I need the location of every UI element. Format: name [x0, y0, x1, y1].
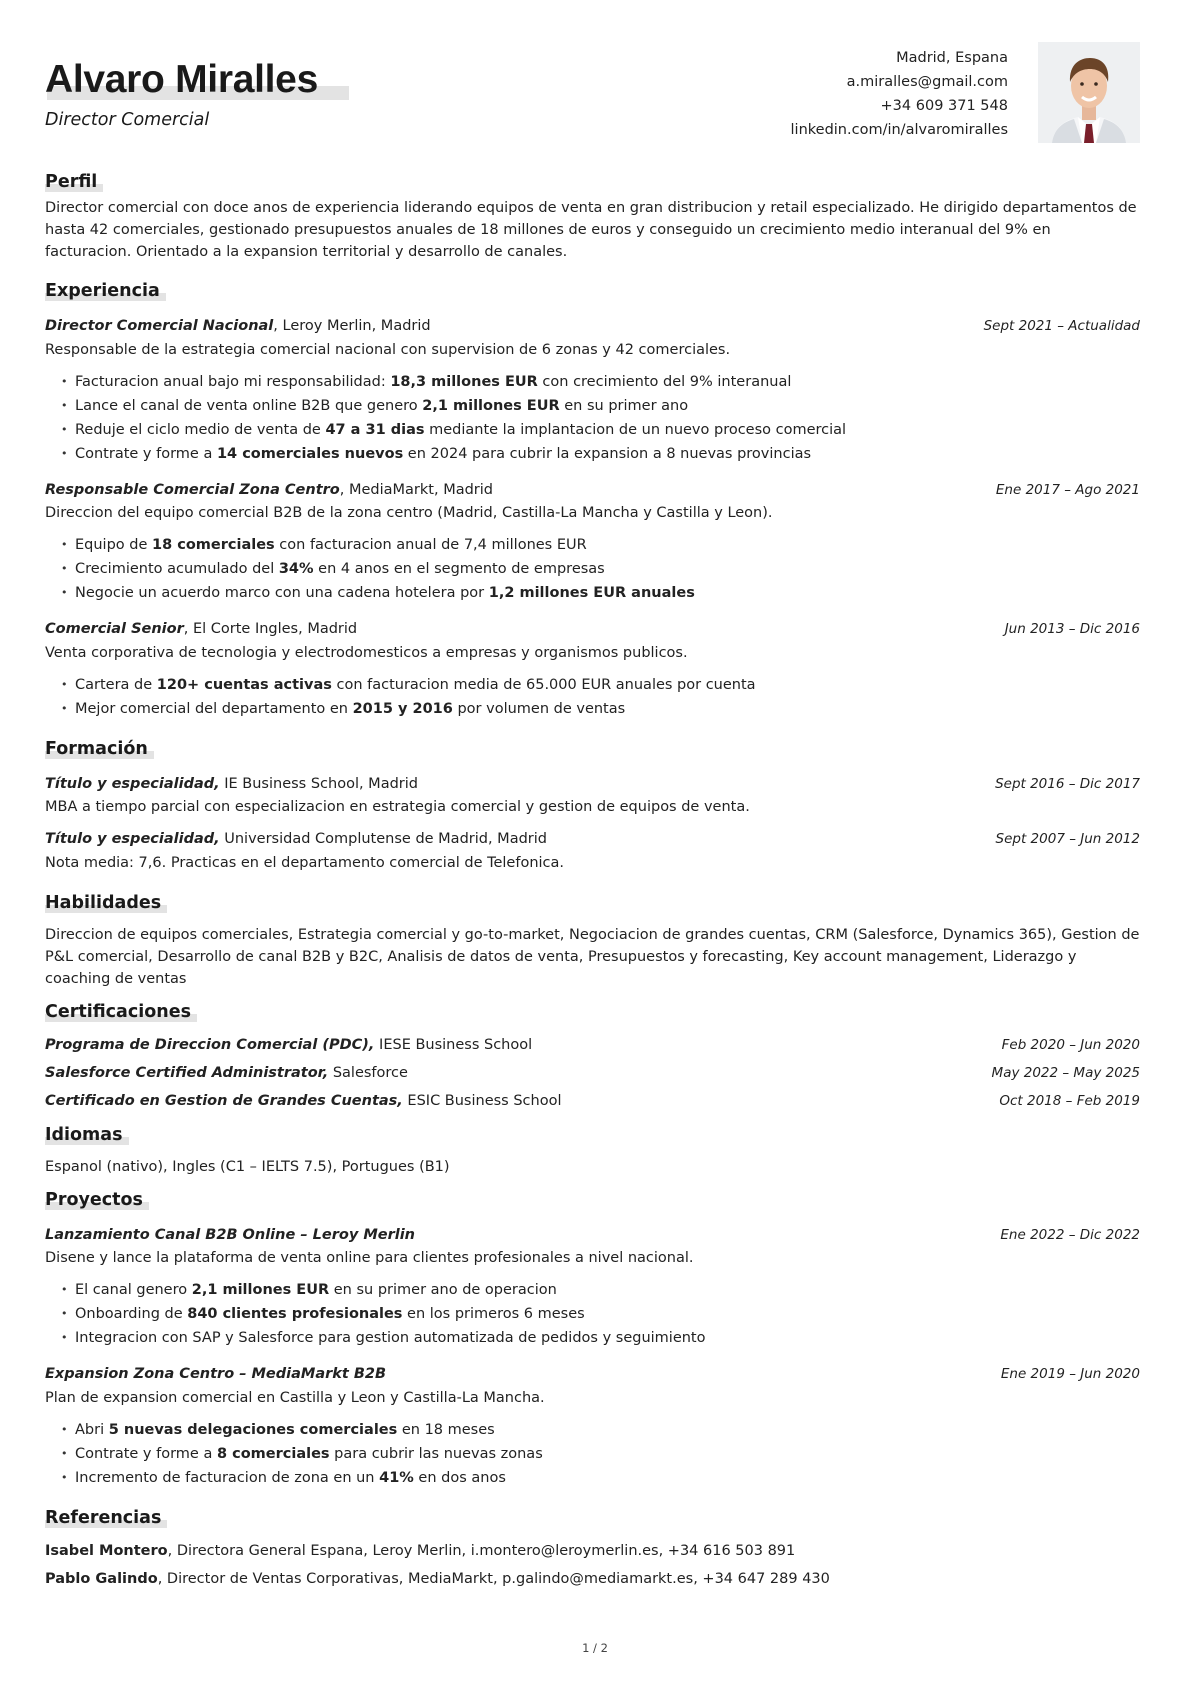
profile-summary: Director comercial con doce anos de experiencia liderando equipos de venta en gran distribucion y retail especializado. He dirigido departamentos de hasta 42 comerciales, gestionado presupuestos anuales de 18 millones de euros y conseguido un crecimiento medio interanual del 9% en facturacion. Orientado a la expansion territorial y desarrollo de canales. — [45, 200, 1137, 260]
entry-title — [45, 1364, 386, 1386]
certification-date: Feb 2020 – Jun 2020 — [1001, 1036, 1140, 1053]
job-company: , MediaMarkt, Madrid — [339, 481, 493, 498]
bullet-text: Facturacion anual bajo mi responsabilidad: — [75, 373, 391, 390]
entry-header — [45, 829, 1140, 851]
project-description: Plan de expansion comercial en Castilla y Leon y Castilla-La Mancha. — [45, 1389, 545, 1406]
bullet-text: Abri — [75, 1421, 109, 1438]
bullet-highlight: 2015 y 2016 — [352, 700, 453, 717]
bullet-text: en los primeros 6 meses — [402, 1306, 585, 1322]
bullet-item — [75, 1442, 1140, 1466]
section-proyectos — [45, 1178, 1140, 1490]
certification-date: Oct 2018 – Feb 2019 — [999, 1092, 1140, 1109]
reference-name: Isabel Montero — [45, 1542, 168, 1559]
skills-text: Direccion de equipos comerciales, Estrategia comercial y go-to-market, Negociacion de grandes cuentas, CRM (Salesforce, Dynamics 365), Gestion de P&L comercial, Desarrollo de canal B2B y B2C, Analisis de datos de venta, Presupuestos y forecasting, Key account management, Liderazgo y coaching de ventas — [45, 926, 1140, 987]
bullet-list — [45, 533, 1140, 605]
candidate-role: Director Comercial — [45, 110, 210, 130]
project-entry — [45, 1364, 1140, 1490]
bullet-item — [75, 1278, 1140, 1302]
experience-entry — [45, 619, 1140, 721]
bullet-highlight: 18,3 millones EUR — [390, 373, 538, 390]
certification-row — [45, 1031, 1140, 1059]
section-experiencia — [45, 263, 1140, 721]
job-date: Ene 2017 – Ago 2021 — [995, 481, 1140, 498]
bullet-text: Cartera de — [75, 676, 157, 693]
certifications-list — [45, 1031, 1140, 1115]
education-description: Nota media: 7,6. Practicas en el departamento comercial de Telefonica. — [45, 854, 565, 871]
bullet-item — [75, 418, 1140, 442]
project-name: Expansion Zona Centro – MediaMarkt B2B — [45, 1366, 387, 1382]
bullet-highlight: 41% — [379, 1469, 414, 1486]
entry-title — [45, 619, 357, 641]
certification-title — [45, 1087, 561, 1115]
contact-email[interactable]: a.miralles@gmail.com — [846, 74, 1008, 90]
job-role: Comercial Senior — [45, 621, 184, 637]
education-date: Sept 2007 – Jun 2012 — [995, 831, 1140, 847]
certification-title — [45, 1031, 532, 1059]
portrait-image — [1038, 42, 1140, 143]
experience-list — [45, 316, 1140, 721]
bullet-text: en 4 anos en el segmento de empresas — [313, 561, 605, 577]
reference-row — [45, 1565, 1140, 1593]
bullet-text: Contrate y forme a — [75, 1445, 217, 1462]
entry-title — [45, 480, 493, 502]
bullet-highlight: 2,1 millones EUR — [422, 397, 560, 414]
bullet-list — [45, 1278, 1140, 1350]
contact-location: Madrid, Espana — [896, 50, 1008, 66]
reference-details: , Director de Ventas Corporativas, MediaMarkt, p.galindo@mediamarkt.es, +34 647 289 430 — [157, 1570, 830, 1587]
job-company: , El Corte Ingles, Madrid — [183, 621, 358, 637]
entry-title — [45, 1225, 415, 1247]
bullet-text: Integracion con SAP y Salesforce para gestion automatizada de pedidos y seguimiento — [75, 1330, 706, 1346]
bullet-item — [75, 533, 1140, 557]
section-title: Experiencia — [45, 281, 160, 301]
entry-header — [45, 774, 1140, 796]
bullet-text: en su primer ano de operacion — [329, 1282, 557, 1298]
section-habilidades — [45, 875, 1140, 990]
project-description: Disene y lance la plataforma de venta online para clientes profesionales a nivel nacional. — [45, 1250, 694, 1267]
bullet-item — [75, 370, 1140, 394]
bullet-highlight: 840 clientes profesionales — [187, 1306, 403, 1322]
bullet-text: mediante la implantacion de un nuevo proceso comercial — [424, 421, 847, 438]
section-title: Idiomas — [45, 1124, 123, 1145]
section-title: Proyectos — [45, 1189, 143, 1210]
bullet-item — [75, 442, 1140, 466]
contact-phone: +34 609 371 548 — [880, 98, 1008, 114]
experience-entry — [45, 316, 1140, 466]
bullet-highlight: 18 comerciales — [152, 537, 275, 553]
degree-title: Título y especialidad, — [45, 831, 220, 847]
certification-name: Certificado en Gestion de Grandes Cuentas, — [45, 1092, 403, 1109]
entry-title — [45, 316, 431, 338]
profile-photo — [1038, 42, 1140, 143]
job-date: Jun 2013 – Dic 2016 — [1004, 621, 1140, 637]
education-list — [45, 774, 1140, 875]
entry-title — [45, 829, 547, 851]
bullet-text: Mejor comercial del departamento en — [75, 700, 353, 717]
certification-row — [45, 1087, 1140, 1115]
education-date: Sept 2016 – Dic 2017 — [995, 775, 1140, 792]
candidate-name: Alvaro Miralles — [45, 58, 318, 101]
degree-title: Título y especialidad, — [45, 775, 220, 792]
certification-date: May 2022 – May 2025 — [991, 1064, 1140, 1081]
bullet-item — [75, 557, 1140, 581]
project-date: Ene 2022 – Dic 2022 — [1000, 1226, 1140, 1243]
job-role: Director Comercial Nacional — [45, 318, 274, 334]
section-title: Habilidades — [45, 892, 162, 913]
project-name: Lanzamiento Canal B2B Online – Leroy Merlin — [45, 1226, 415, 1243]
bullet-item — [75, 1466, 1140, 1490]
bullet-text: en dos anos — [413, 1469, 506, 1486]
bullet-text: Contrate y forme a — [75, 445, 217, 462]
bullet-text: con facturacion anual de 7,4 millones EUR — [274, 537, 587, 553]
bullet-item — [75, 581, 1140, 605]
certification-title — [45, 1059, 408, 1087]
bullet-text: en 2024 para cubrir la expansion a 8 nuevas provincias — [403, 445, 812, 462]
bullet-highlight: 120+ cuentas activas — [156, 676, 332, 693]
contact-linkedin[interactable]: linkedin.com/in/alvaromiralles — [790, 122, 1008, 138]
project-entry — [45, 1225, 1140, 1351]
bullet-highlight: 34% — [278, 561, 314, 577]
certification-row — [45, 1059, 1140, 1087]
bullet-text: Reduje el ciclo medio de venta de — [75, 421, 326, 438]
job-role: Responsable Comercial Zona Centro — [45, 481, 340, 498]
bullet-list — [45, 1418, 1140, 1490]
reference-details: , Directora General Espana, Leroy Merlin, i.montero@leroymerlin.es, +34 616 503 891 — [167, 1542, 796, 1559]
certification-name: Programa de Direccion Comercial (PDC), — [45, 1036, 375, 1053]
entry-header — [45, 619, 1140, 641]
reference-row — [45, 1537, 1140, 1565]
bullet-text: con facturacion media de 65.000 EUR anuales por cuenta — [331, 676, 756, 693]
section-idiomas — [45, 1115, 1140, 1178]
bullet-highlight: 1,2 millones EUR anuales — [488, 585, 695, 601]
bullet-text: Incremento de facturacion de zona en un — [75, 1469, 380, 1486]
certification-org: IESE Business School — [374, 1036, 533, 1053]
certification-org: ESIC Business School — [402, 1092, 562, 1109]
job-description: Venta corporativa de tecnologia y electrodomesticos a empresas y organismos publicos. — [45, 644, 688, 661]
education-description: MBA a tiempo parcial con especializacion en estrategia comercial y gestion de equipos de venta. — [45, 799, 750, 816]
resume-header — [45, 42, 1140, 154]
entry-header — [45, 316, 1140, 338]
education-entry — [45, 774, 1140, 820]
bullet-list — [45, 370, 1140, 466]
project-date: Ene 2019 – Jun 2020 — [1000, 1366, 1140, 1382]
section-certificaciones — [45, 990, 1140, 1115]
section-perfil — [45, 154, 1140, 263]
bullet-highlight: 14 comerciales nuevos — [216, 445, 404, 462]
bullet-highlight: 5 nuevas delegaciones comerciales — [108, 1421, 398, 1438]
institution: Universidad Complutense de Madrid, Madrid — [219, 831, 547, 847]
section-formacion — [45, 721, 1140, 875]
bullet-highlight: 2,1 millones EUR — [191, 1282, 330, 1298]
experience-entry — [45, 480, 1140, 606]
section-title: Perfil — [45, 172, 98, 192]
bullet-text: Equipo de — [75, 537, 153, 553]
bullet-text: con crecimiento del 9% interanual — [537, 373, 792, 390]
bullet-text: en su primer ano — [559, 397, 689, 414]
references-list — [45, 1537, 1140, 1593]
bullet-item — [75, 1302, 1140, 1326]
bullet-item — [75, 697, 1140, 721]
bullet-highlight: 8 comerciales — [216, 1445, 330, 1462]
bullet-highlight: 47 a 31 dias — [325, 421, 425, 438]
education-entry — [45, 829, 1140, 875]
section-title: Referencias — [45, 1507, 162, 1528]
bullet-list — [45, 673, 1140, 721]
bullet-text: Lance el canal de venta online B2B que genero — [75, 397, 423, 414]
projects-list — [45, 1225, 1140, 1490]
entry-header — [45, 1225, 1140, 1247]
job-description: Responsable de la estrategia comercial nacional con supervision de 6 zonas y 42 comerciales. — [45, 341, 731, 358]
entry-header — [45, 1364, 1140, 1386]
certification-name: Salesforce Certified Administrator, — [45, 1064, 329, 1081]
bullet-item — [75, 1326, 1140, 1350]
bullet-item — [75, 673, 1140, 697]
bullet-text: Onboarding de — [75, 1306, 188, 1322]
bullet-text: El canal genero — [75, 1282, 192, 1298]
contact-block — [791, 46, 1008, 142]
section-title: Formación — [45, 738, 148, 759]
languages-text: Espanol (nativo), Ingles (C1 – IELTS 7.5), Portugues (B1) — [45, 1158, 450, 1175]
bullet-text: en 18 meses — [397, 1421, 495, 1438]
bullet-text: por volumen de ventas — [452, 700, 626, 717]
section-referencias — [45, 1490, 1140, 1593]
entry-title — [45, 774, 418, 796]
page-number: 1 / 2 — [582, 1641, 608, 1655]
bullet-text: Crecimiento acumulado del — [75, 561, 279, 577]
section-title: Certificaciones — [45, 1001, 191, 1022]
job-company: , Leroy Merlin, Madrid — [273, 318, 431, 334]
institution: IE Business School, Madrid — [219, 775, 418, 792]
bullet-text: para cubrir las nuevas zonas — [329, 1445, 543, 1462]
bullet-text: Negocie un acuerdo marco con una cadena hotelera por — [75, 585, 489, 601]
reference-name: Pablo Galindo — [45, 1570, 158, 1587]
job-date: Sept 2021 – Actualidad — [983, 318, 1140, 334]
bullet-item — [75, 1418, 1140, 1442]
bullet-item — [75, 394, 1140, 418]
certification-org: Salesforce — [328, 1064, 408, 1081]
job-description: Direccion del equipo comercial B2B de la zona centro (Madrid, Castilla-La Mancha y Castilla y Leon). — [45, 505, 773, 522]
entry-header — [45, 480, 1140, 502]
